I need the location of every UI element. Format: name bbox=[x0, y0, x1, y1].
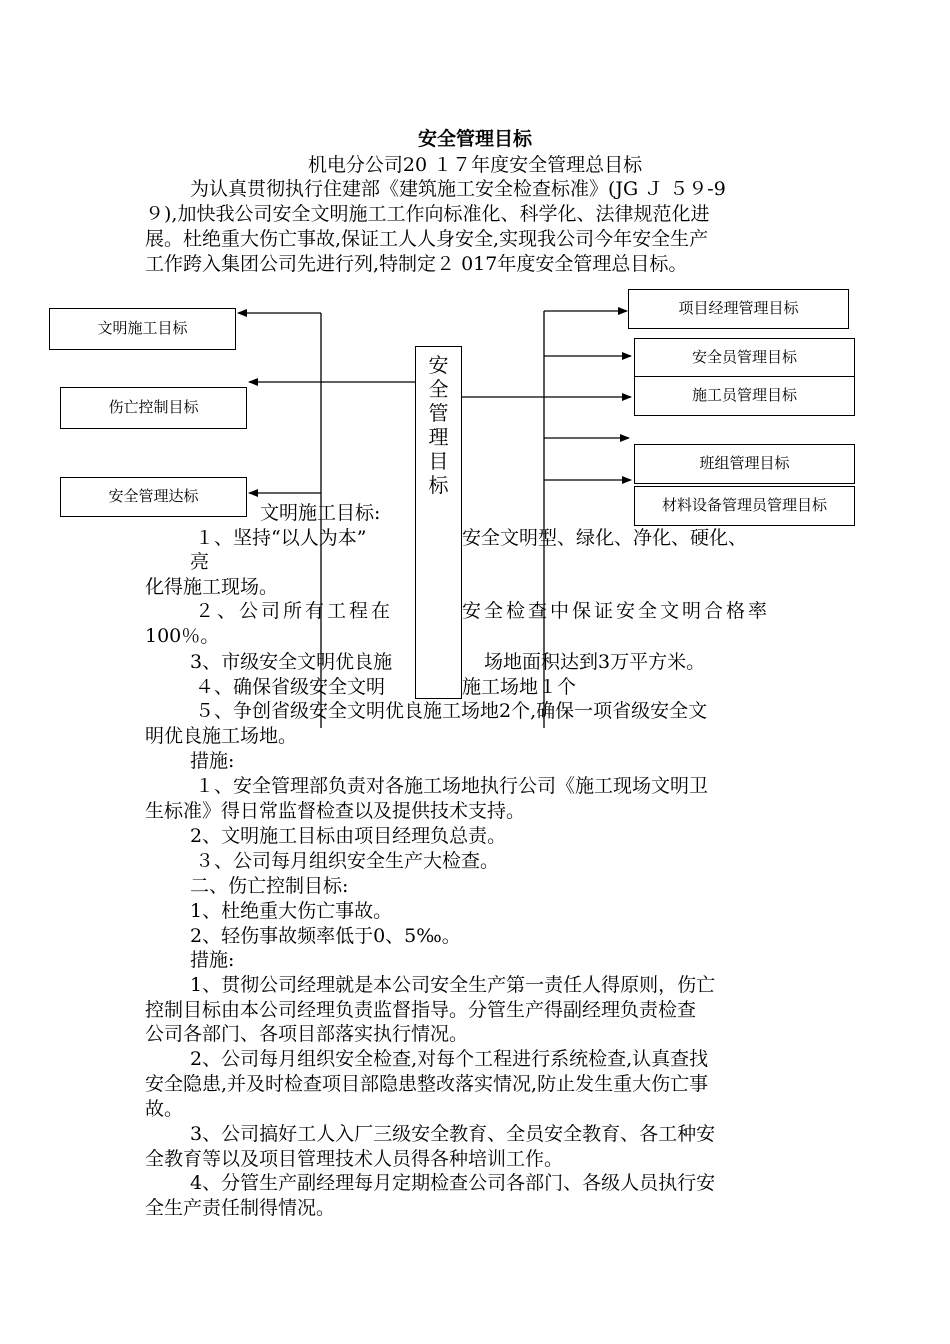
body-line: 2、轻伤事故频率低于0、5‰。 bbox=[190, 925, 461, 947]
body-line: 亮 bbox=[190, 551, 210, 573]
document-title: 安全管理目标 bbox=[417, 128, 532, 150]
body-line: 4、分管生产副经理每月定期检查公司各部门、各级人员执行安 bbox=[190, 1172, 716, 1194]
body-line: 场地面积达到3万平方米。 bbox=[484, 651, 706, 673]
body-line: 生标准》得日常监督检查以及提供技术支持。 bbox=[145, 800, 526, 822]
body-line: 3、公司搞好工人入厂三级安全教育、全员安全教育、各工种安 bbox=[190, 1123, 716, 1145]
body-line: ３、公司每月组织安全生产大检查。 bbox=[195, 850, 500, 872]
body-line: 化得施工现场。 bbox=[145, 576, 279, 598]
intro-line: 为认真贯彻执行住建部《建筑施工安全检查标准》(JG Ｊ ５９-9 bbox=[190, 178, 726, 200]
document-subtitle: 机电分公司20 １７年度安全管理总目标 bbox=[307, 154, 643, 176]
body-line: 措施: bbox=[190, 949, 235, 971]
body-line: 全生产责任制得情况。 bbox=[145, 1197, 336, 1219]
body-line: ５、争创省级安全文明优良施工场地2个,确保一项省级安全文 bbox=[195, 700, 708, 722]
box-safety-compliance bbox=[60, 477, 247, 517]
body-line: 施工场地１个 bbox=[462, 676, 577, 698]
center-goal-box bbox=[415, 346, 462, 699]
box-label: 安全员管理目标 bbox=[691, 348, 797, 366]
body-line: 安全隐患,并及时检查项目部隐患整改落实情况,防止发生重大伤亡事 bbox=[145, 1073, 709, 1095]
body-line: 公司各部门、各项目部落实执行情况。 bbox=[145, 1023, 469, 1045]
body-line: 故。 bbox=[145, 1098, 184, 1120]
body-line: 明优良施工场地。 bbox=[145, 725, 298, 747]
body-line: ２、公司所有工程在 bbox=[195, 600, 394, 622]
center-goal-label: 安全管理目标 bbox=[428, 353, 449, 497]
body-line: 2、文明施工目标由项目经理负总责。 bbox=[190, 825, 507, 847]
body-line: 控制目标由本公司经理负责监督指导。分管生产得副经理负责检查 bbox=[145, 999, 697, 1021]
intro-line: ９),加快我公司安全文明施工工作向标准化、科学化、法律规范化进 bbox=[145, 203, 710, 225]
box-safety-officer bbox=[634, 338, 855, 378]
box-label: 班组管理目标 bbox=[699, 454, 790, 472]
body-line: 1、贯彻公司经理就是本公司安全生产第一责任人得原则，伤亡 bbox=[190, 974, 716, 996]
body-line: ４、确保省级安全文明 bbox=[195, 676, 386, 698]
body-line: 二、伤亡控制目标: bbox=[190, 875, 349, 897]
body-line: 安全检查中保证安全文明合格率 bbox=[462, 600, 771, 622]
body-line: 3、市级安全文明优良施 bbox=[190, 651, 393, 673]
body-line: 1、杜绝重大伤亡事故。 bbox=[190, 900, 393, 922]
box-label: 文明施工目标 bbox=[97, 319, 188, 337]
box-civilized-construction bbox=[49, 308, 236, 350]
box-material-equipment bbox=[634, 486, 855, 526]
box-label: 伤亡控制目标 bbox=[108, 398, 199, 416]
box-team bbox=[634, 444, 855, 484]
box-label: 项目经理管理目标 bbox=[678, 299, 799, 317]
body-line: 2、公司每月组织安全检查,对每个工程进行系统检查,认真查找 bbox=[190, 1048, 709, 1070]
body-line: 文明施工目标: bbox=[260, 502, 381, 524]
intro-line: 展。杜绝重大伤亡事故,保证工人人身安全,实现我公司今年安全生产 bbox=[145, 228, 709, 250]
intro-line: 工作跨入集团公司先进行列,特制定２ 017年度安全管理总目标。 bbox=[145, 253, 688, 275]
box-label: 材料设备管理员管理目标 bbox=[661, 496, 827, 514]
box-label: 安全管理达标 bbox=[108, 487, 199, 505]
box-project-manager bbox=[628, 289, 849, 329]
box-casualty-control bbox=[60, 387, 247, 429]
box-constructor bbox=[634, 376, 855, 416]
box-label: 施工员管理目标 bbox=[691, 386, 797, 404]
body-line: １、安全管理部负责对各施工场地执行公司《施工现场文明卫 bbox=[195, 775, 709, 797]
body-line: 措施: bbox=[190, 750, 235, 772]
body-line: １、坚持“以人为本” bbox=[195, 527, 367, 549]
body-line: 全教育等以及项目管理技术人员得各种培训工作。 bbox=[145, 1148, 564, 1170]
body-line: 100％。 bbox=[145, 625, 220, 647]
body-line: 安全文明型、绿化、净化、硬化、 bbox=[462, 527, 748, 549]
